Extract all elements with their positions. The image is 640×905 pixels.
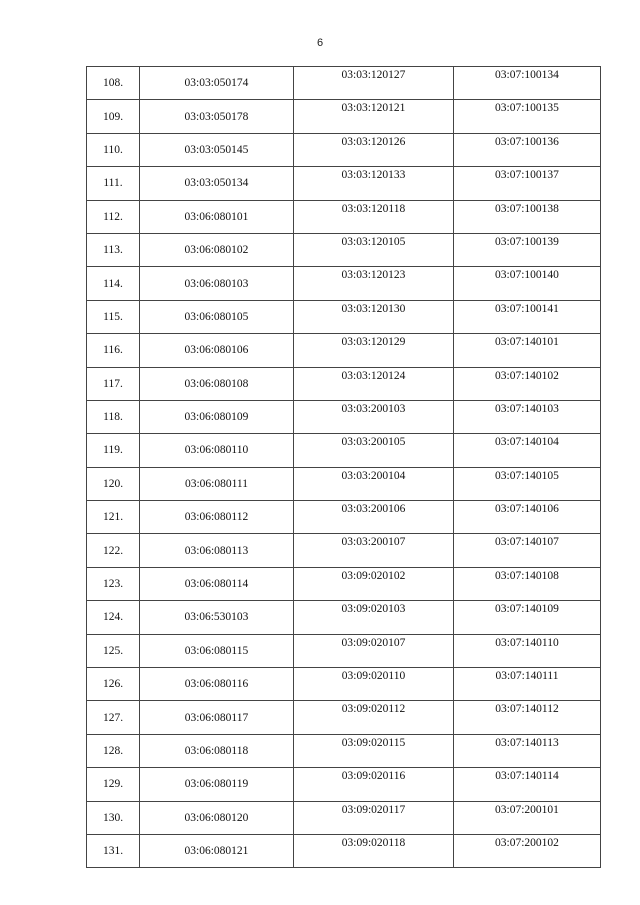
cadastral-code-col-1: 03:06:080113 (140, 534, 294, 567)
cadastral-code-col-1: 03:06:080101 (140, 200, 294, 233)
cadastral-code-col-3: 03:07:140102 (454, 367, 601, 400)
cadastral-code-col-2: 03:03:200103 (294, 400, 454, 433)
row-number: 108. (87, 67, 140, 100)
row-number: 113. (87, 233, 140, 266)
row-number: 130. (87, 801, 140, 834)
cadastral-code-col-2: 03:03:120124 (294, 367, 454, 400)
cadastral-code-col-2: 03:03:120133 (294, 167, 454, 200)
cadastral-code-col-1: 03:06:080120 (140, 801, 294, 834)
table-row (87, 400, 601, 433)
cadastral-code-col-2: 03:09:020118 (294, 834, 454, 867)
cadastral-code-col-3: 03:07:100135 (454, 100, 601, 133)
cadastral-code-col-1: 03:03:050145 (140, 133, 294, 166)
table-row (87, 100, 601, 133)
cadastral-code-col-1: 03:06:080106 (140, 334, 294, 367)
cadastral-code-col-1: 03:03:050134 (140, 167, 294, 200)
row-number: 129. (87, 768, 140, 801)
cadastral-code-col-3: 03:07:140109 (454, 601, 601, 634)
table-row (87, 167, 601, 200)
row-number: 111. (87, 167, 140, 200)
row-number: 110. (87, 133, 140, 166)
cadastral-code-col-3: 03:07:100141 (454, 300, 601, 333)
table-row (87, 734, 601, 767)
cadastral-code-col-3: 03:07:100137 (454, 167, 601, 200)
row-number: 131. (87, 834, 140, 867)
cadastral-code-col-3: 03:07:140112 (454, 701, 601, 734)
row-number: 112. (87, 200, 140, 233)
table-row (87, 67, 601, 100)
cadastral-code-col-1: 03:06:080112 (140, 501, 294, 534)
cadastral-code-col-3: 03:07:140110 (454, 634, 601, 667)
table-row (87, 367, 601, 400)
table-row (87, 768, 601, 801)
table-row (87, 267, 601, 300)
cadastral-code-col-2: 03:09:020110 (294, 668, 454, 701)
row-number: 115. (87, 300, 140, 333)
cadastral-code-col-3: 03:07:100136 (454, 133, 601, 166)
page-number: 6 (316, 37, 324, 49)
cadastral-code-col-3: 03:07:140108 (454, 567, 601, 600)
cadastral-code-col-3: 03:07:100140 (454, 267, 601, 300)
row-number: 118. (87, 400, 140, 433)
cadastral-code-col-2: 03:03:120130 (294, 300, 454, 333)
row-number: 121. (87, 501, 140, 534)
parcel-table-body (87, 67, 601, 868)
row-number: 116. (87, 334, 140, 367)
cadastral-code-col-1: 03:06:080105 (140, 300, 294, 333)
cadastral-code-col-2: 03:03:120129 (294, 334, 454, 367)
table-row (87, 434, 601, 467)
cadastral-code-col-2: 03:03:120127 (294, 67, 454, 100)
cadastral-code-col-1: 03:06:080102 (140, 233, 294, 266)
cadastral-code-col-1: 03:03:050174 (140, 67, 294, 100)
cadastral-code-col-1: 03:06:080116 (140, 668, 294, 701)
table-row (87, 801, 601, 834)
cadastral-code-col-2: 03:09:020102 (294, 567, 454, 600)
cadastral-code-col-3: 03:07:140106 (454, 501, 601, 534)
cadastral-code-col-2: 03:03:120118 (294, 200, 454, 233)
row-number: 109. (87, 100, 140, 133)
row-number: 122. (87, 534, 140, 567)
cadastral-code-col-2: 03:03:120105 (294, 233, 454, 266)
cadastral-code-col-2: 03:09:020107 (294, 634, 454, 667)
cadastral-code-col-2: 03:03:200107 (294, 534, 454, 567)
table-row (87, 534, 601, 567)
cadastral-code-col-3: 03:07:100139 (454, 233, 601, 266)
cadastral-code-col-3: 03:07:200102 (454, 834, 601, 867)
cadastral-code-col-1: 03:06:080117 (140, 701, 294, 734)
row-number: 114. (87, 267, 140, 300)
row-number: 124. (87, 601, 140, 634)
row-number: 126. (87, 668, 140, 701)
table-row (87, 467, 601, 500)
cadastral-code-col-3: 03:07:140101 (454, 334, 601, 367)
cadastral-code-col-2: 03:03:120121 (294, 100, 454, 133)
row-number: 127. (87, 701, 140, 734)
cadastral-code-col-3: 03:07:140114 (454, 768, 601, 801)
table-row (87, 601, 601, 634)
cadastral-code-col-1: 03:03:050178 (140, 100, 294, 133)
cadastral-code-col-3: 03:07:100138 (454, 200, 601, 233)
cadastral-code-col-3: 03:07:140107 (454, 534, 601, 567)
table-row (87, 834, 601, 867)
cadastral-code-col-2: 03:03:200105 (294, 434, 454, 467)
row-number: 128. (87, 734, 140, 767)
cadastral-code-col-3: 03:07:140105 (454, 467, 601, 500)
table-row (87, 567, 601, 600)
cadastral-code-col-2: 03:03:200106 (294, 501, 454, 534)
parcel-table (86, 66, 601, 868)
cadastral-code-col-1: 03:06:080118 (140, 734, 294, 767)
cadastral-code-col-2: 03:09:020103 (294, 601, 454, 634)
row-number: 123. (87, 567, 140, 600)
cadastral-code-col-2: 03:09:020112 (294, 701, 454, 734)
cadastral-code-col-1: 03:06:080108 (140, 367, 294, 400)
row-number: 120. (87, 467, 140, 500)
table-row (87, 133, 601, 166)
table-row (87, 200, 601, 233)
table-row (87, 334, 601, 367)
table-row (87, 668, 601, 701)
cadastral-code-col-1: 03:06:080103 (140, 267, 294, 300)
cadastral-code-col-2: 03:09:020117 (294, 801, 454, 834)
cadastral-code-col-1: 03:06:080110 (140, 434, 294, 467)
cadastral-code-col-1: 03:06:080111 (140, 467, 294, 500)
cadastral-code-col-2: 03:03:200104 (294, 467, 454, 500)
cadastral-code-col-1: 03:06:080115 (140, 634, 294, 667)
row-number: 117. (87, 367, 140, 400)
table-row (87, 300, 601, 333)
cadastral-code-col-3: 03:07:140113 (454, 734, 601, 767)
cadastral-code-col-3: 03:07:200101 (454, 801, 601, 834)
cadastral-code-col-2: 03:03:120126 (294, 133, 454, 166)
table-row (87, 233, 601, 266)
cadastral-code-col-3: 03:07:100134 (454, 67, 601, 100)
table-row (87, 701, 601, 734)
row-number: 125. (87, 634, 140, 667)
cadastral-code-col-3: 03:07:140111 (454, 668, 601, 701)
table-row (87, 501, 601, 534)
cadastral-code-col-3: 03:07:140104 (454, 434, 601, 467)
cadastral-code-col-1: 03:06:080114 (140, 567, 294, 600)
table-row (87, 634, 601, 667)
row-number: 119. (87, 434, 140, 467)
cadastral-code-col-1: 03:06:530103 (140, 601, 294, 634)
cadastral-code-col-1: 03:06:080121 (140, 834, 294, 867)
cadastral-code-col-3: 03:07:140103 (454, 400, 601, 433)
cadastral-code-col-2: 03:03:120123 (294, 267, 454, 300)
cadastral-code-col-2: 03:09:020116 (294, 768, 454, 801)
cadastral-code-col-1: 03:06:080119 (140, 768, 294, 801)
cadastral-code-col-1: 03:06:080109 (140, 400, 294, 433)
cadastral-code-col-2: 03:09:020115 (294, 734, 454, 767)
